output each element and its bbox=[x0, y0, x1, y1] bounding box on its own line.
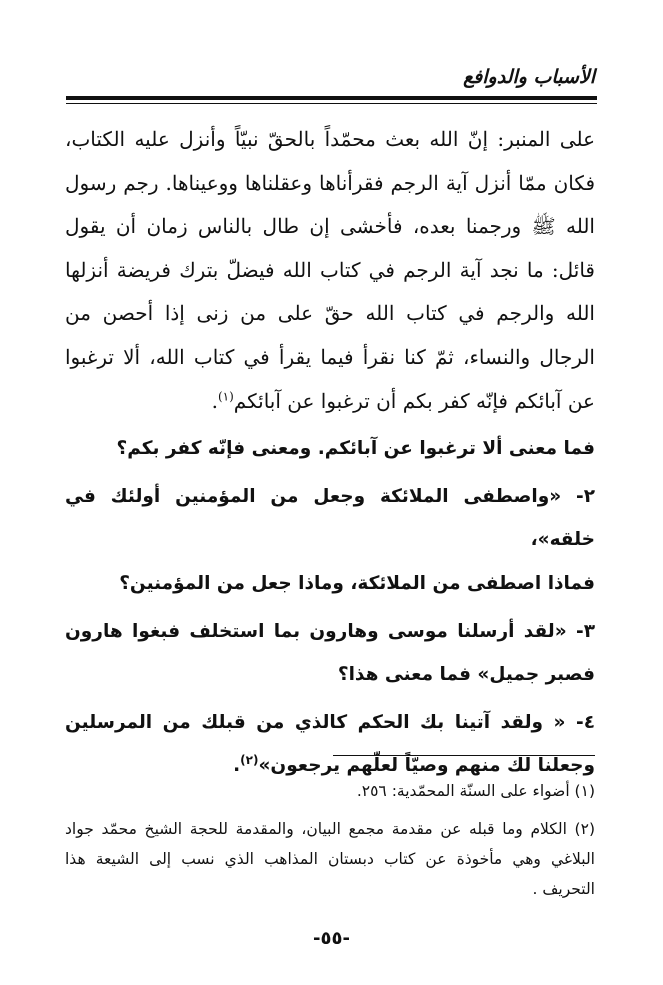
verse-4-text: ٤- « ولقد آتينا بك الحكم كالذي من قبلك من المرسلين وجعلنا لك منهم وصيّاً لعلّهم يرجعون» bbox=[65, 711, 595, 777]
footnote-ref-2: (٢) bbox=[240, 753, 259, 768]
header-rule-thick bbox=[66, 96, 597, 100]
verse-2: ٢- «واصطفى الملائكة وجعل من المؤمنين أولئك في خلقه»، bbox=[65, 485, 595, 551]
header-rule-thin bbox=[66, 103, 597, 104]
quotation-paragraph bbox=[65, 118, 595, 423]
main-text bbox=[65, 118, 595, 788]
question-1: فما معنى ألا ترغبوا عن آبائكم. ومعنى فإنّه كفر بكم؟ bbox=[116, 438, 595, 460]
running-header-title: الأسباب والدوافع bbox=[463, 66, 595, 88]
quotation-text: على المنبر: إنّ الله بعث محمّداً بالحقّ نبيّاً وأنزل عليه الكتاب، فكان ممّا أنزل آية الرجم فقرأناها وعقلناها ووعيناها. رجم رسول الله ﷺ ورجمنا بعده، فأخشى إن طال بالناس زمان أن يقول قائل: ما نجد آية الرجم في كتاب الله فيضلّ بترك فريضة أنزلها الله والرجم في كتاب الله حقّ على من زنى إذا أحصن من الرجال والنساء، ثمّ كنا نقرأ فيما يقرأ في كتاب الله، ألا ترغبوا عن آبائكم فإنّه كفر بكم أن ترغبوا عن آبائكم bbox=[65, 127, 595, 413]
footnote-2: (٢) الكلام وما قبله عن مقدمة مجمع البيان، والمقدمة للحجة الشيخ محمّد جواد البلاغي وهي مأخوذة عن كتاب دبستان المذاهب الذي نسب إلى الشيعة هذا التحريف . bbox=[65, 820, 595, 898]
footnote-separator bbox=[333, 755, 595, 756]
verse-4-end: . bbox=[233, 755, 241, 777]
verse-3-question: ٣- «لقد أرسلنا موسى وهارون بما استخلف فبغوا هارون فصبر جميل» فما معنى هذا؟ bbox=[65, 620, 595, 686]
question-2: فماذا اصطفى من الملائكة، وماذا جعل من المؤمنين؟ bbox=[119, 572, 595, 594]
footnotes-section bbox=[65, 776, 595, 904]
page-number: -٥٥- bbox=[313, 928, 350, 949]
footnote-1: (١) أضواء على السنّة المحمّدية: ٢٥٦. bbox=[356, 782, 595, 800]
footnote-ref-1: (١) bbox=[217, 388, 234, 403]
quotation-end: . bbox=[211, 388, 218, 413]
verse-4 bbox=[65, 701, 595, 788]
